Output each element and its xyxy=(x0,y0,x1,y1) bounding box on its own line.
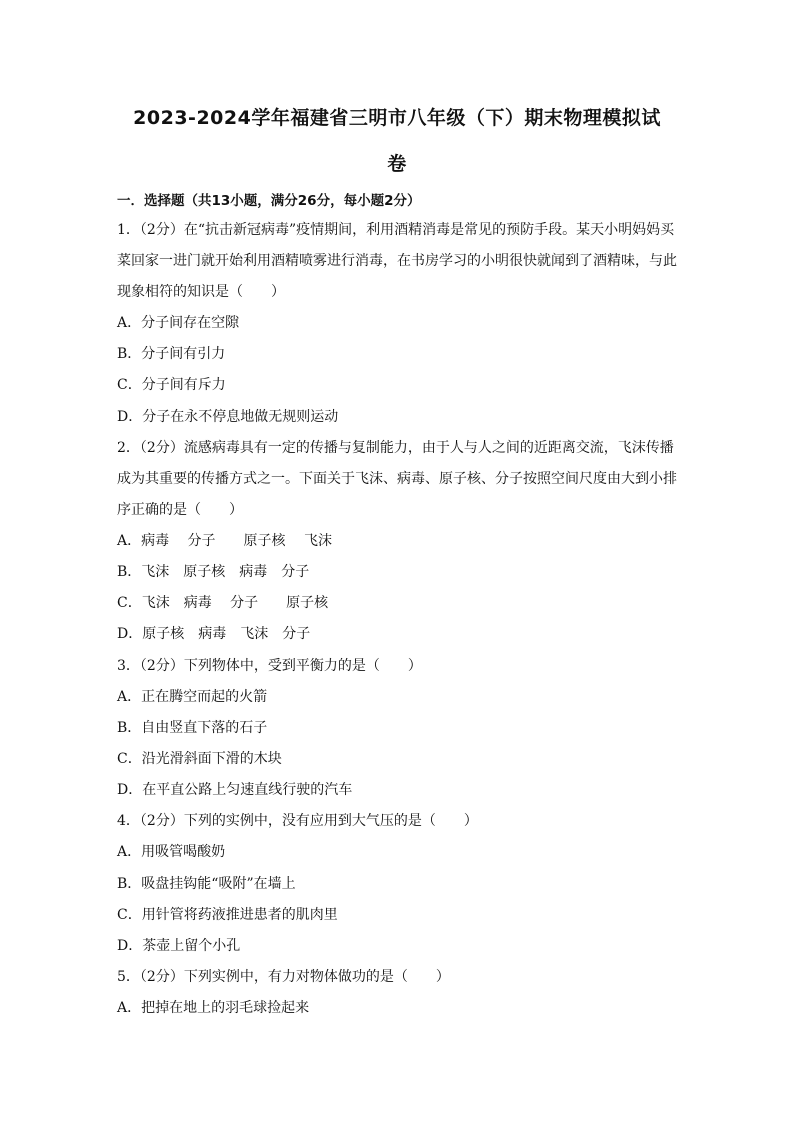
option-d: D．茶壶上留个小孔 xyxy=(117,938,241,955)
question-stem-line: 5．（2分）下列实例中，有力对物体做功的是（ ） xyxy=(117,969,450,986)
option-d: D．原子核 病毒 飞沫 分子 xyxy=(117,626,311,643)
question-stem-line: 4．（2分）下列的实例中，没有应用到大气压的是（ ） xyxy=(117,813,478,830)
option-c: C．沿光滑斜面下滑的木块 xyxy=(117,751,282,768)
option-b: B．飞沫 原子核 病毒 分子 xyxy=(117,564,310,581)
option-b: B．自由竖直下落的石子 xyxy=(117,719,268,736)
question-1 xyxy=(117,215,677,433)
option-b: B．吸盘挂钩能“吸附”在墙上 xyxy=(117,875,296,892)
question-stem-line: 菜回家一进门就开始利用酒精喷雾进行消毒，在书房学习的小明很快就闻到了酒精味，与此 xyxy=(117,253,677,269)
option-a: A．正在腾空而起的火箭 xyxy=(117,688,268,705)
section-heading: 一．选择题（共13小题，满分26分，每小题2分） xyxy=(117,193,421,209)
document-page xyxy=(117,95,677,1024)
option-c: C．飞沫 病毒 分子 原子核 xyxy=(117,595,329,612)
option-d: D．在平直公路上匀速直线行驶的汽车 xyxy=(117,782,353,799)
question-stem-line: 现象相符的知识是（ ） xyxy=(117,284,285,300)
question-5 xyxy=(117,962,677,1024)
option-a: A．用吸管喝酸奶 xyxy=(117,844,226,861)
question-3 xyxy=(117,651,677,807)
option-c: C．分子间有斥力 xyxy=(117,377,226,394)
question-stem-line: 2．（2分）流感病毒具有一定的传播与复制能力，由于人与人之间的近距离交流，飞沫传播 xyxy=(117,439,674,456)
title-line-1: 2023-2024学年福建省三明市八年级（下）期末物理模拟试 xyxy=(133,107,661,129)
option-a: A．病毒 分子 原子核 飞沫 xyxy=(117,532,333,549)
question-stem-line: 3．（2分）下列物体中，受到平衡力的是（ ） xyxy=(117,657,422,674)
option-a: A．把掉在地上的羽毛球捡起来 xyxy=(117,1000,310,1017)
option-b: B．分子间有引力 xyxy=(117,346,226,363)
question-2 xyxy=(117,433,677,651)
question-4 xyxy=(117,806,677,962)
page-title xyxy=(117,95,677,187)
option-c: C．用针管将药液推进患者的肌肉里 xyxy=(117,906,338,923)
question-stem-line: 1．（2分）在“抗击新冠病毒”疫情期间，利用酒精消毒是常见的预防手段。某天小明妈妈买 xyxy=(117,222,675,238)
question-stem-line: 序正确的是（ ） xyxy=(117,501,243,518)
option-d: D．分子在永不停息地做无规则运动 xyxy=(117,408,339,425)
option-a: A．分子间存在空隙 xyxy=(117,315,240,331)
title-line-2: 卷 xyxy=(387,153,407,175)
question-stem-line: 成为其重要的传播方式之一。下面关于飞沫、病毒、原子核、分子按照空间尺度由大到小排 xyxy=(117,470,677,487)
